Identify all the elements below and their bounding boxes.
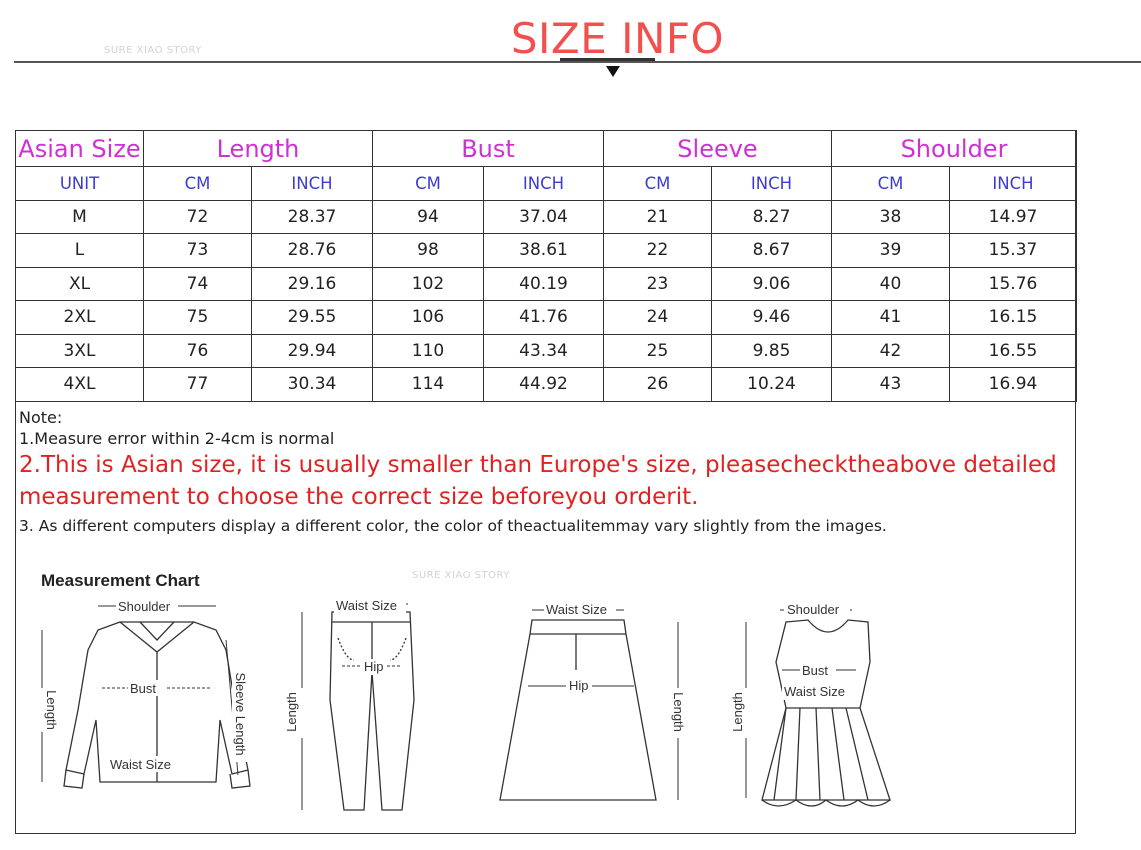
table-cell: 16.94 [950, 368, 1077, 402]
note-1: 1.Measure error within 2-4cm is normal [19, 429, 335, 448]
pants-diagram [330, 612, 414, 810]
table-cell: 28.37 [252, 200, 373, 234]
table-cell: 10.24 [712, 368, 832, 402]
table-cell: 30.34 [252, 368, 373, 402]
label-sleeve-length: Sleeve Length [233, 672, 248, 756]
title-divider [14, 61, 1141, 63]
label-dress-waist-size: Waist Size [784, 684, 845, 699]
group-header-cell: Length [144, 131, 373, 167]
table-row [16, 334, 1077, 368]
table-cell: 77 [144, 368, 252, 402]
unit-cell: INCH [950, 167, 1077, 201]
table-cell: 42 [832, 334, 950, 368]
size-table-unit-row [16, 167, 1077, 201]
table-cell: 24 [604, 301, 712, 335]
table-cell: 43 [832, 368, 950, 402]
label-pants-waist-size: Waist Size [336, 598, 397, 613]
unit-cell: CM [373, 167, 484, 201]
table-cell: 15.37 [950, 234, 1077, 268]
table-cell: M [16, 200, 144, 234]
table-cell: 16.55 [950, 334, 1077, 368]
table-cell: 43.34 [484, 334, 604, 368]
table-cell: 72 [144, 200, 252, 234]
size-table [15, 130, 1077, 402]
table-cell: 110 [373, 334, 484, 368]
table-cell: 38.61 [484, 234, 604, 268]
table-cell: 94 [373, 200, 484, 234]
garment-diagrams [20, 560, 1070, 830]
table-cell: 29.55 [252, 301, 373, 335]
chart-watermark: SURE XIAO STORY [412, 570, 510, 581]
table-cell: 15.76 [950, 267, 1077, 301]
table-cell: 74 [144, 267, 252, 301]
table-cell: 3XL [16, 334, 144, 368]
table-cell: 114 [373, 368, 484, 402]
table-cell: 40 [832, 267, 950, 301]
note-heading: Note: [19, 408, 63, 427]
unit-cell: UNIT [16, 167, 144, 201]
table-row [16, 200, 1077, 234]
note-3: 3. As different computers display a different color, the color of theactualitemmay vary slightly from the images. [19, 517, 887, 535]
table-cell: 29.94 [252, 334, 373, 368]
measurement-chart-title: Measurement Chart [41, 571, 200, 590]
table-cell: 21 [604, 200, 712, 234]
table-cell: 23 [604, 267, 712, 301]
dress-diagram [762, 620, 890, 806]
table-cell: 41 [832, 301, 950, 335]
table-cell: 75 [144, 301, 252, 335]
label-dress-shoulder: Shoulder [787, 602, 840, 617]
table-cell: 76 [144, 334, 252, 368]
note-2-warning: 2.This is Asian size, it is usually smaller than Europe's size, pleasechecktheabove detailed measurement to choose the correct size beforeyou orderit. [19, 452, 1057, 510]
measurement-chart [20, 560, 1070, 830]
label-dress-length: Length [730, 692, 745, 732]
table-row [16, 234, 1077, 268]
unit-cell: CM [832, 167, 950, 201]
table-cell: XL [16, 267, 144, 301]
skirt-measure-lines [528, 610, 678, 800]
page-title [0, 14, 1141, 63]
group-header-cell: Sleeve [604, 131, 832, 167]
table-cell: 4XL [16, 368, 144, 402]
unit-cell: INCH [484, 167, 604, 201]
table-cell: 25 [604, 334, 712, 368]
table-cell: 102 [373, 267, 484, 301]
skirt-diagram [500, 620, 656, 800]
page-title-text: SIZE INFO [510, 14, 725, 63]
label-dress-bust: Bust [802, 663, 829, 678]
notes-section [19, 407, 1069, 537]
table-cell: 98 [373, 234, 484, 268]
unit-cell: INCH [252, 167, 373, 201]
label-bust: Bust [130, 681, 157, 696]
down-arrow-icon [606, 66, 620, 77]
table-cell: 9.06 [712, 267, 832, 301]
label-shoulder: Shoulder [118, 599, 171, 614]
table-row [16, 301, 1077, 335]
group-header-cell: Asian Size [16, 131, 144, 167]
label-skirt-length: Length [671, 692, 686, 732]
table-cell: L [16, 234, 144, 268]
table-cell: 39 [832, 234, 950, 268]
table-cell: 16.15 [950, 301, 1077, 335]
table-cell: 9.85 [712, 334, 832, 368]
unit-cell: INCH [712, 167, 832, 201]
table-row [16, 267, 1077, 301]
header-watermark: SURE XIAO STORY [104, 45, 202, 56]
label-length: Length [44, 690, 59, 730]
unit-cell: CM [144, 167, 252, 201]
table-cell: 14.97 [950, 200, 1077, 234]
table-cell: 26 [604, 368, 712, 402]
table-cell: 73 [144, 234, 252, 268]
label-waist-size: Waist Size [110, 757, 171, 772]
unit-cell: CM [604, 167, 712, 201]
label-pants-hip: Hip [364, 659, 384, 674]
table-cell: 29.16 [252, 267, 373, 301]
title-divider-accent [560, 58, 655, 61]
table-cell: 41.76 [484, 301, 604, 335]
group-header-cell: Bust [373, 131, 604, 167]
table-cell: 28.76 [252, 234, 373, 268]
table-cell: 106 [373, 301, 484, 335]
pants-measure-lines [302, 604, 408, 810]
label-skirt-waist-size: Waist Size [546, 602, 607, 617]
label-pants-length: Length [284, 692, 299, 732]
table-cell: 44.92 [484, 368, 604, 402]
table-cell: 2XL [16, 301, 144, 335]
table-cell: 38 [832, 200, 950, 234]
table-cell: 8.27 [712, 200, 832, 234]
table-row [16, 368, 1077, 402]
table-cell: 22 [604, 234, 712, 268]
group-header-cell: Shoulder [832, 131, 1077, 167]
table-cell: 8.67 [712, 234, 832, 268]
size-table-group-row [16, 131, 1077, 167]
table-cell: 40.19 [484, 267, 604, 301]
table-cell: 9.46 [712, 301, 832, 335]
table-cell: 37.04 [484, 200, 604, 234]
label-skirt-hip: Hip [569, 678, 589, 693]
